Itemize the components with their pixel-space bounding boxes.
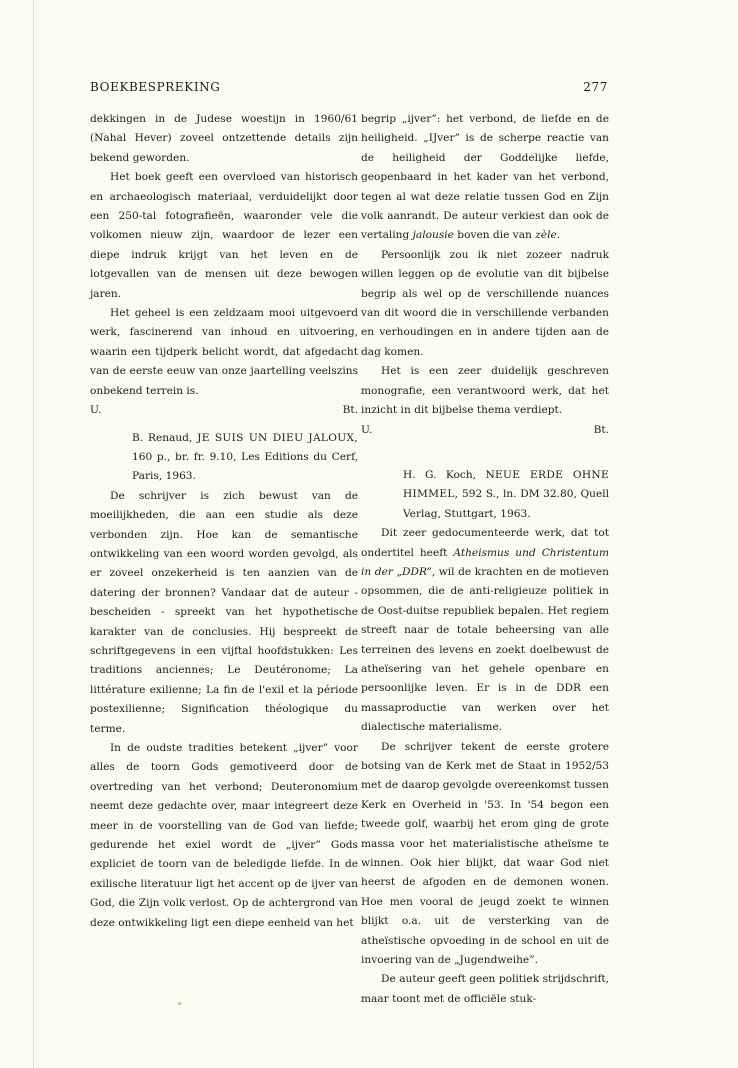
paragraph: Het is een zeer duidelijk geschreven monografie, een verantwoord werk, dat het inzicht in dit bijbelse thema verdiept. xyxy=(361,365,609,417)
paragraph: dekkingen in de Judese woestijn in 1960/61 (Nahal Hever) zoveel ontzettende details zijn bekend geworden. xyxy=(90,113,358,164)
paragraph: In de oudste tradities betekent „ijver” voor alles de toorn Gods gemotiveerd door de overtreding van het verbond; Deuteronomium neemt deze gedachte over, maar integreert deze meer in de voorstelling van de God van liefde; gedurende het exiel wordt de „ijver” Gods expliciet de toorn van de beledigde liefde. In de exilische literatuur ligt het accent op de ijver van God, die Zijn volk verlost. Op de achtergrond van deze ontwikkeling ligt een diepe eenheid van het xyxy=(90,742,358,929)
paragraph: Het boek geeft een overvloed van historisch en archaeologisch materiaal, verduidelijkt door een 250-tal fotografieën, waaronder vele die volkomen nieuw zijn, waardoor de lezer een diepe indruk krijgt van het leven en de lotgevallen van de mensen uit deze bewogen jaren. xyxy=(90,171,358,300)
running-header xyxy=(90,80,608,100)
right-column xyxy=(361,110,609,1009)
book-author: B. Renaud, xyxy=(132,431,193,444)
book-details: 160 p., br. fr. 9.10, Les Editions du Cerf, Paris, 1963. xyxy=(132,450,358,483)
book-reference xyxy=(90,429,358,487)
italic-term: zèle xyxy=(535,229,557,242)
reviewer-signature xyxy=(90,401,358,420)
signature-initials: Bt. xyxy=(342,404,358,417)
header-title: BOEKBESPREKING xyxy=(90,80,221,94)
signature-initials: Bt. xyxy=(593,423,609,436)
page-number: 277 xyxy=(583,80,608,94)
paragraph: De schrijver is zich bewust van de moeilijkheden, die aan een studie als deze verbonden zijn. Hoe kan de semantische ontwikkeling van een woord worden gevolgd, als er zoveel onzekerheid is ten aanzien van de datering der bronnen? Vandaar dat de auteur - bescheiden - spreekt van het hypothetische karakter van de conclusies. Hij bespreekt de schriftgegevens in een vijftal hoofdstukken: Les traditions anciennes; Le Deutéronome; La littérature exilienne; La fin de l'exil et la période postexilienne; Signification théologique du terme. xyxy=(90,489,358,735)
paragraph: De auteur geeft geen politiek strijdschrift, maar toont met de officiële stuk- xyxy=(361,973,609,1005)
paragraph: Het geheel is een zeldzaam mooi uitgevoerd werk, fascinerend van inhoud en uitvoering, waarin een tijdperk belicht wordt, dat afgedacht van de eerste eeuw van onze jaartelling veelszins onbekend terrein is. xyxy=(90,307,358,397)
book-title: JE SUIS UN DIEU JALOUX, xyxy=(197,431,358,444)
paragraph: begrip „ijver”: het verbond, de liefde en de heiligheid. „IJver” is de scherpe reactie van de heiligheid der Goddelijke liefde, geopenbaard in het kader van het verbond, tegen al wat deze relatie tussen God en Zijn volk aanrandt. De auteur verkiest dan ook de vertaling jalousie boven die van zèle. xyxy=(361,113,609,242)
italic-term: jalousie xyxy=(412,229,454,242)
signature-initial: U. xyxy=(90,404,102,417)
italic-subtitle: Atheismus und Christentum in der „DDR” xyxy=(361,546,609,578)
reviewer-signature xyxy=(361,421,609,440)
book-title: NEUE ERDE OHNE HIMMEL, xyxy=(403,468,609,501)
paragraph: Dit zeer gedocumenteerde werk, dat tot ondertitel heeft Atheismus und Christentum in der „DDR”, wil de krachten en de motieven opsommen, die de anti-religieuze politiek in de Oost-duitse republiek bepalen. Het regiem streeft naar de totale beheersing van alle terreinen des levens en zoekt doelbewust de atheïsering van het gehele openbare en persoonlijke leven. Er is in de DDR een massaproductie van werken over het dialectische materialisme. xyxy=(361,527,609,734)
left-column xyxy=(90,110,358,933)
book-reference xyxy=(361,466,609,524)
signature-initial: U. xyxy=(361,423,373,436)
book-details: 592 S., ln. DM 32.80, Quell Verlag, Stuttgart, 1963. xyxy=(403,488,609,520)
paragraph: De schrijver tekent de eerste grotere botsing van de Kerk met de Staat in 1952/53 met de daarop gevolgde overeenkomst tussen Kerk en Overheid in '53. In '54 begon een tweede golf, waarbij het erom ging de grote massa voor het materialistische atheïsme te winnen. Ook hier blijkt, dat waar God niet heerst de afgoden en de demonen wonen. Hoe men vooral de jeugd zoekt te winnen blijkt o.a. uit de versterking van de atheïstische opvoeding in de school en uit de invoering van de „Jugendweihe”. xyxy=(361,740,609,967)
print-speck xyxy=(178,1002,181,1005)
book-author: H. G. Koch, xyxy=(403,468,477,481)
paragraph: Persoonlijk zou ik niet zozeer nadruk willen leggen op de evolutie van dit bijbelse begrip als wel op de verschillende nuances van dit woord die in verschillende verbanden en verhoudingen en in andere tijden aan de dag komen. xyxy=(361,248,609,358)
page-edge xyxy=(33,0,34,1068)
